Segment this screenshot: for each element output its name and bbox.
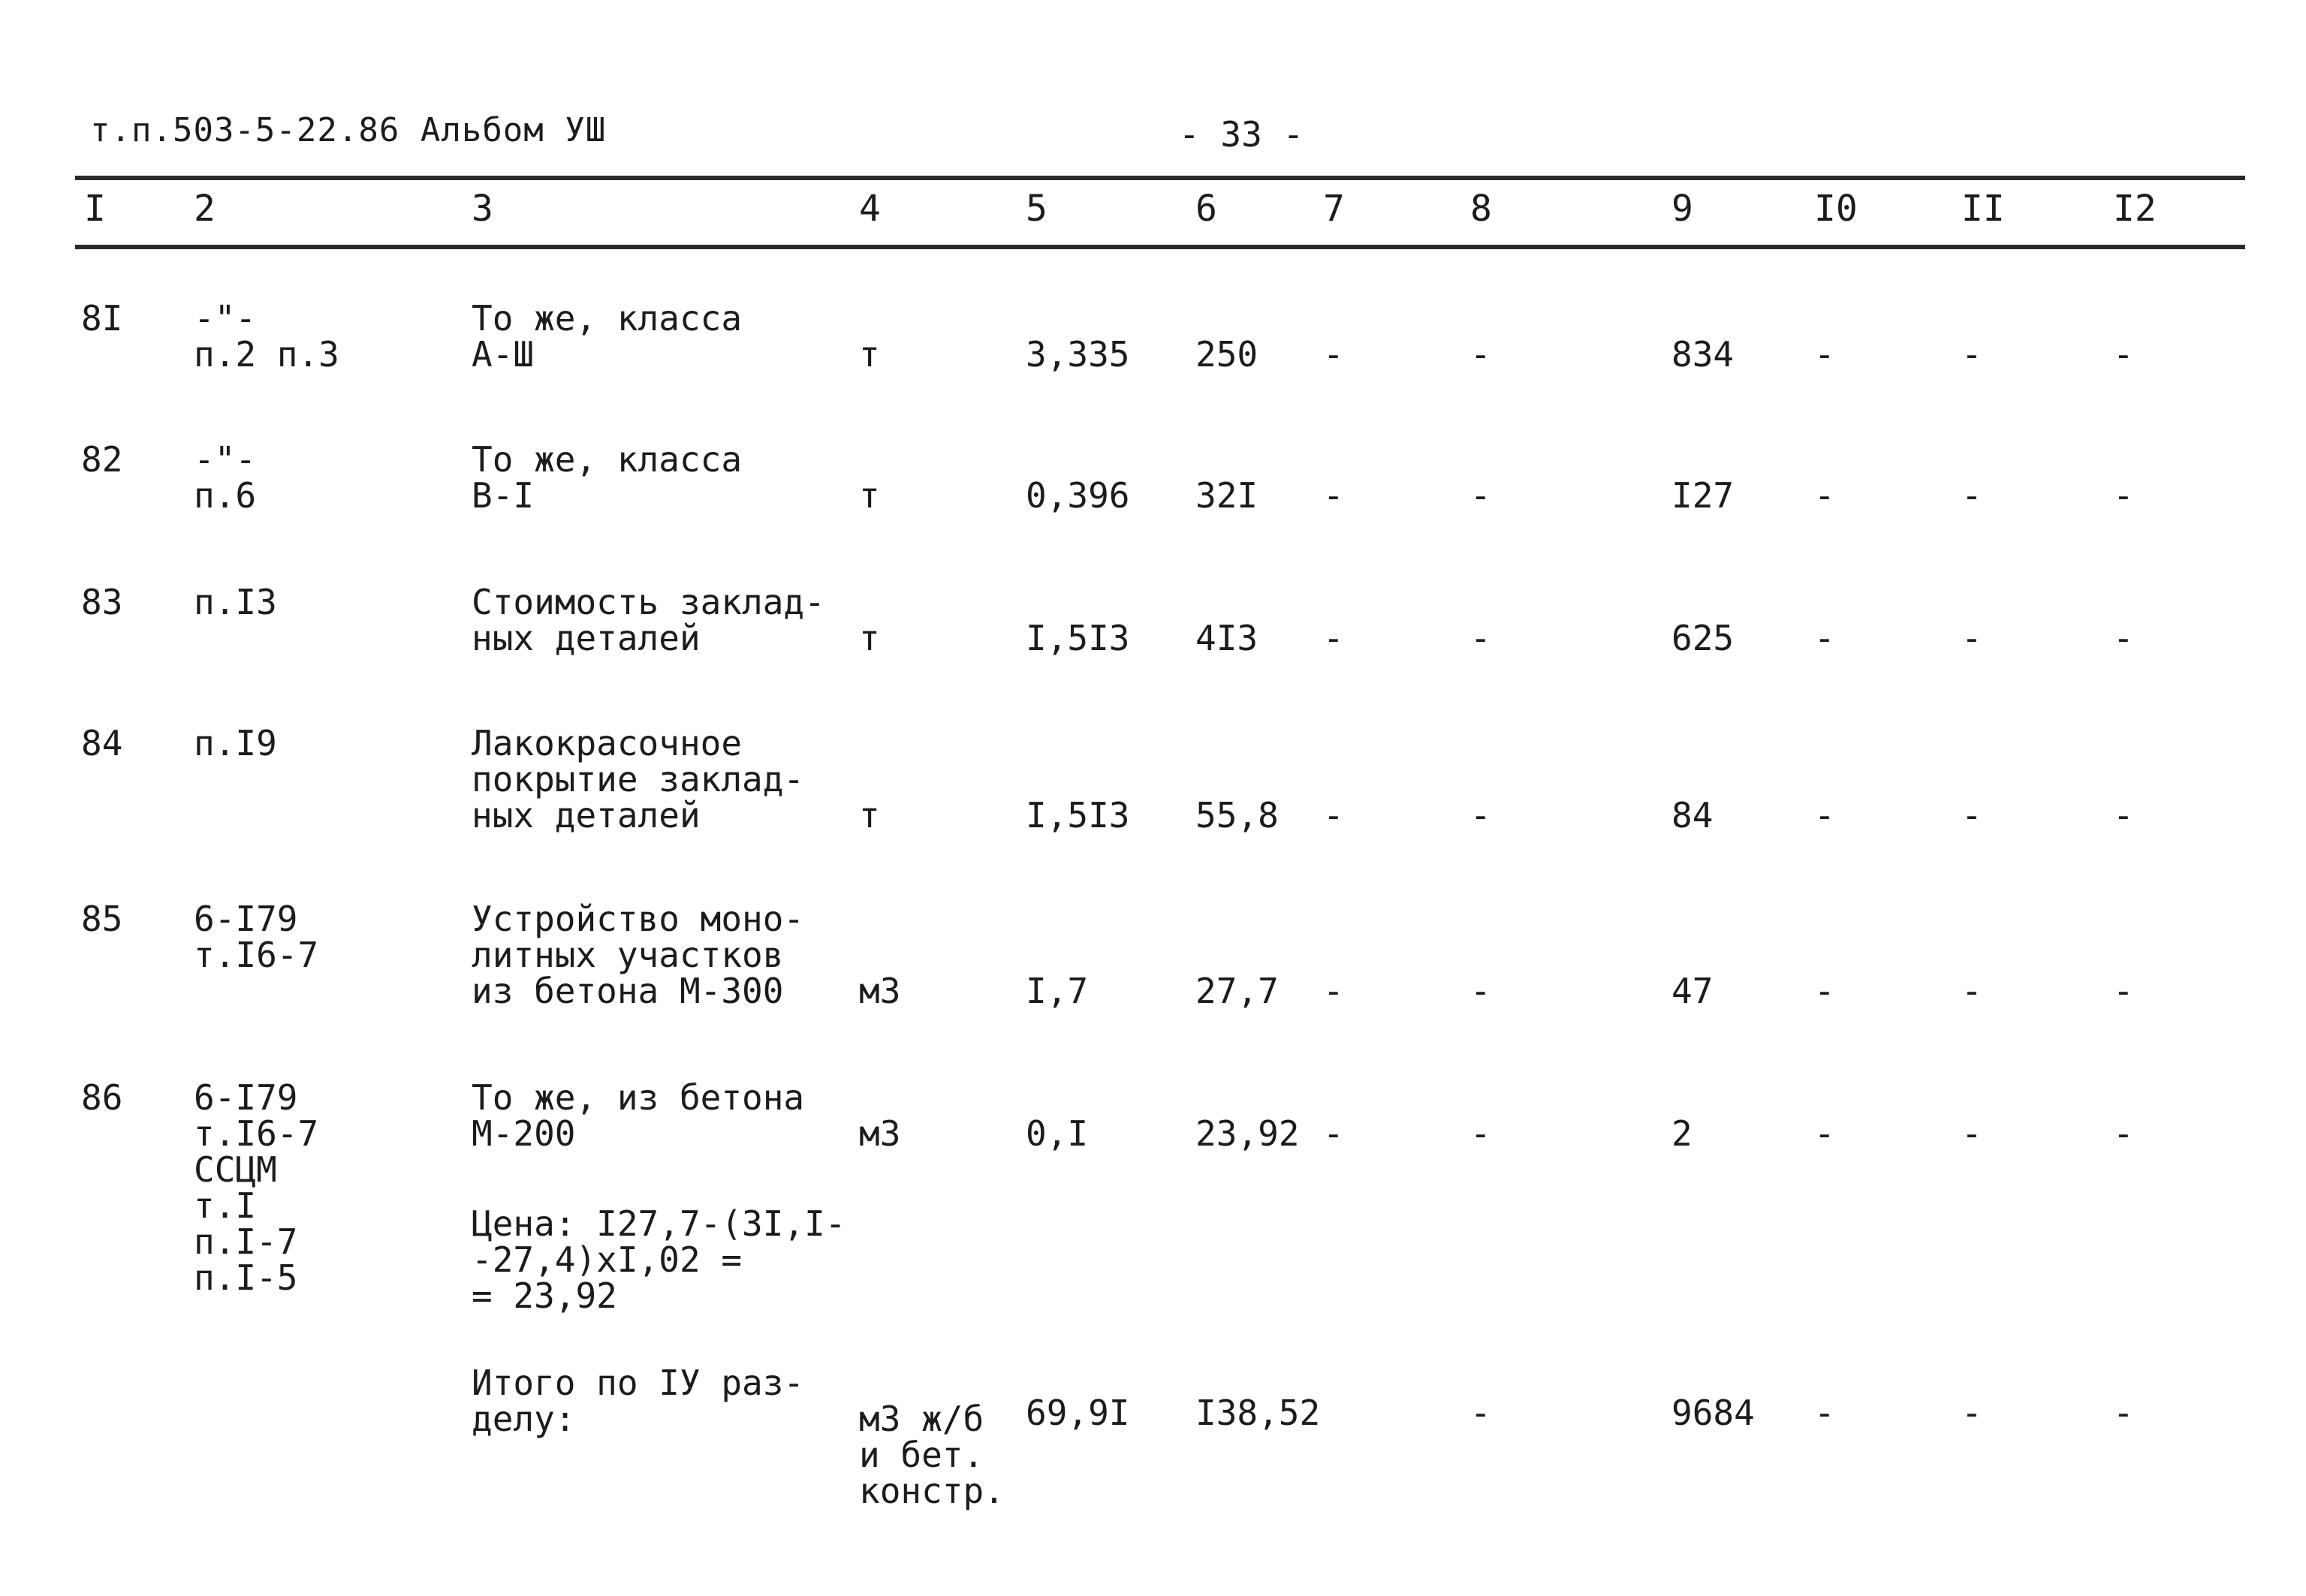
row-description (472, 439, 743, 516)
column-header-6: 6 (1195, 188, 1217, 230)
row-unit-line: м3 (859, 971, 901, 1011)
row-unit (859, 973, 900, 1009)
row-number: 8I (81, 298, 123, 339)
row-col11: - (1961, 795, 1982, 836)
row-total-cost: 47 (1671, 971, 1714, 1011)
row-col12: - (2113, 475, 2134, 516)
row-description-line: То же, из бетона (472, 1077, 805, 1118)
row-col10: - (1814, 971, 1835, 1011)
document-reference: т.п.503-5-22.86 Альбом УШ (90, 111, 607, 149)
total-col11: - (1961, 1393, 1982, 1433)
row-description (472, 298, 743, 375)
row-description-line: В-I (472, 475, 535, 516)
row-code (194, 439, 257, 516)
total-col8: - (1470, 1393, 1491, 1433)
row-unit-line: т (859, 334, 880, 375)
row-code-line: п.I-7 (194, 1221, 298, 1262)
row-col8: - (1470, 334, 1491, 375)
row-description-line: ных деталей (472, 795, 701, 836)
row-description (472, 901, 804, 1009)
row-col11: - (1961, 1113, 1982, 1154)
row-quantity: 3,335 (1026, 334, 1130, 375)
row-code (194, 725, 277, 761)
row-col12: - (2113, 971, 2134, 1011)
row-col7: - (1323, 1113, 1344, 1154)
row-col10: - (1814, 795, 1835, 836)
row-unit-line: т (859, 475, 880, 516)
row-description-line: Лакокрасочное (472, 723, 743, 763)
row-col8: - (1470, 795, 1491, 836)
row-code-line: п.2 п.3 (194, 334, 339, 375)
column-header-12: I2 (2113, 188, 2157, 230)
column-header-4: 4 (859, 188, 881, 230)
row-col8: - (1470, 971, 1491, 1011)
column-header-2: 2 (194, 188, 216, 230)
column-header-3: 3 (472, 188, 493, 230)
column-header-8: 8 (1470, 188, 1492, 230)
total-description (472, 1365, 804, 1437)
row-description (472, 584, 825, 656)
total-description-line: Итого по IУ раз- (472, 1363, 805, 1403)
total-quantity: 69,9I (1026, 1393, 1130, 1433)
row-quantity: I,5I3 (1026, 795, 1130, 836)
row-unit-price: 32I (1195, 475, 1259, 516)
row-code (194, 584, 277, 620)
row-unit-line: м3 (859, 1113, 901, 1154)
row-code-line: п.I3 (194, 582, 277, 622)
row-code (194, 1077, 319, 1298)
row-description-line: А-Ш (472, 334, 535, 375)
row-code-line: п.I-5 (194, 1257, 298, 1298)
row-col12: - (2113, 334, 2134, 375)
row-col10: - (1814, 618, 1835, 658)
row-price-note-line: Цена: I27,7-(3I,I- (472, 1203, 846, 1244)
row-col8: - (1470, 1113, 1491, 1154)
column-header-5: 5 (1026, 188, 1047, 230)
row-description (472, 1077, 805, 1154)
page-number: - 33 - (1179, 114, 1304, 155)
row-code-line: п.6 (194, 475, 257, 516)
column-header-11: II (1961, 188, 2005, 230)
row-unit-price: 55,8 (1195, 795, 1279, 836)
row-number: 83 (81, 582, 123, 622)
row-col10: - (1814, 334, 1835, 375)
row-quantity: 0,396 (1026, 475, 1130, 516)
row-description-line: из бетона М-300 (472, 971, 784, 1011)
row-code (194, 901, 318, 973)
row-col11: - (1961, 475, 1982, 516)
table-header-rule (75, 245, 2245, 249)
row-number: 86 (81, 1077, 123, 1118)
row-col7: - (1323, 475, 1344, 516)
row-code-line: т.I6-7 (194, 1113, 319, 1154)
row-unit (859, 334, 880, 375)
row-price-note-line: -27,4)xI,02 = (472, 1239, 743, 1280)
row-col7: - (1323, 795, 1344, 836)
row-total-cost: 84 (1671, 795, 1714, 836)
row-col7: - (1323, 618, 1344, 658)
row-code-line: т.I (194, 1185, 257, 1226)
row-quantity: I,5I3 (1026, 618, 1130, 658)
row-unit-line: т (859, 618, 880, 658)
row-description (472, 723, 805, 836)
total-col12: - (2113, 1393, 2134, 1433)
row-description-line: М-200 (472, 1113, 576, 1154)
row-unit (859, 1113, 901, 1154)
row-unit-price: 250 (1195, 334, 1259, 375)
row-total-cost: 625 (1671, 618, 1735, 658)
row-number: 82 (81, 439, 123, 480)
row-col7: - (1323, 334, 1344, 375)
row-total-cost: I27 (1671, 475, 1735, 516)
row-description-line: ных деталей (472, 618, 701, 658)
total-unit (859, 1401, 1005, 1509)
total-cost: 9684 (1671, 1393, 1755, 1433)
row-col12: - (2113, 618, 2134, 658)
row-code-line: т.I6-7 (194, 935, 319, 975)
row-unit-price: 4I3 (1195, 618, 1259, 658)
row-code-line: -"- (194, 298, 257, 339)
row-price-note-line: = 23,92 (472, 1275, 617, 1316)
row-number: 84 (81, 723, 123, 763)
total-unit-line: констр. (859, 1471, 1005, 1511)
row-code-line: -"- (194, 439, 257, 480)
column-header-7: 7 (1323, 188, 1345, 230)
row-code-line: 6-I79 (194, 899, 298, 939)
row-price-note (472, 1203, 846, 1316)
row-code-line: 6-I79 (194, 1077, 298, 1118)
row-col8: - (1470, 618, 1491, 658)
row-col8: - (1470, 475, 1491, 516)
row-total-cost: 2 (1671, 1113, 1693, 1154)
total-col10: - (1814, 1393, 1835, 1433)
row-description-line: То же, класса (472, 439, 743, 480)
row-unit-price: 23,92 (1195, 1113, 1300, 1154)
row-unit (859, 475, 880, 516)
total-description-line: делу: (472, 1399, 576, 1439)
row-col11: - (1961, 618, 1982, 658)
row-code-line: п.I9 (194, 723, 277, 763)
column-header-1: I (84, 188, 106, 230)
row-col11: - (1961, 971, 1982, 1011)
row-code (194, 298, 339, 375)
row-total-cost: 834 (1671, 334, 1735, 375)
row-description-line: Устройство моно- (472, 899, 805, 939)
row-col7: - (1323, 971, 1344, 1011)
row-description-line: литных участков (472, 935, 784, 975)
row-quantity: I,7 (1026, 971, 1089, 1011)
row-col10: - (1814, 1113, 1835, 1154)
row-description-line: То же, класса (472, 298, 743, 339)
row-unit-line: т (859, 795, 880, 836)
table-top-rule (75, 176, 2245, 180)
row-col11: - (1961, 334, 1982, 375)
total-unit-line: и бет. (859, 1435, 984, 1475)
row-code-line: ССЦМ (194, 1149, 277, 1190)
row-col12: - (2113, 795, 2134, 836)
row-unit-price: 27,7 (1195, 971, 1279, 1011)
row-quantity: 0,I (1026, 1113, 1089, 1154)
row-number: 85 (81, 899, 123, 939)
row-col12: - (2113, 1113, 2134, 1154)
column-header-9: 9 (1671, 188, 1693, 230)
row-unit (859, 620, 880, 656)
row-description-line: покрытие заклад- (472, 759, 805, 800)
row-col10: - (1814, 475, 1835, 516)
row-description-line: Стоимость заклад- (472, 582, 825, 622)
total-unit-line: м3 ж/б (859, 1399, 984, 1439)
row-unit (859, 795, 880, 836)
column-header-10: I0 (1814, 188, 1858, 230)
total-unit-price: I38,52 (1195, 1393, 1321, 1433)
